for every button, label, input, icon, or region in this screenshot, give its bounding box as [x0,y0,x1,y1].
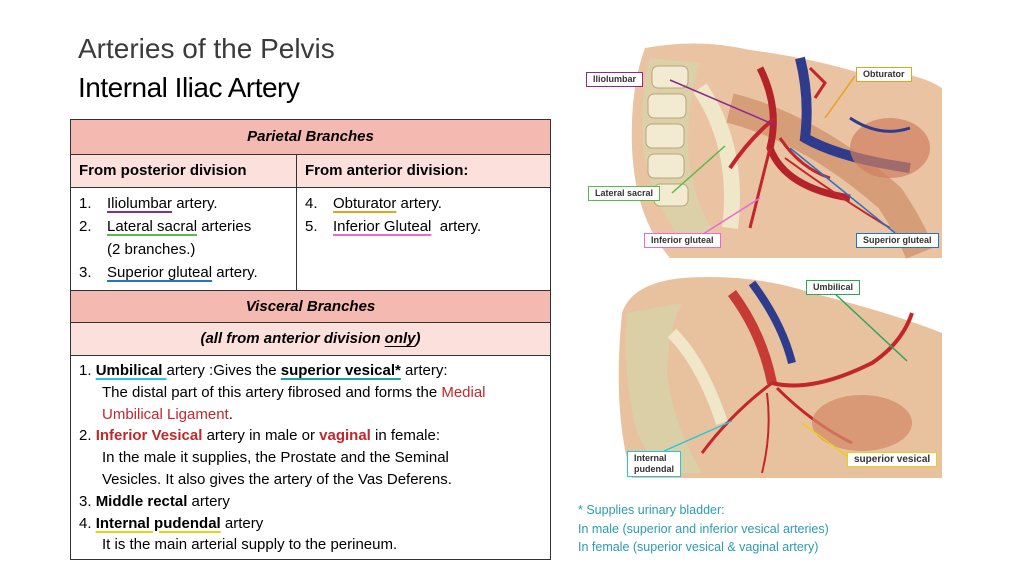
line-number: 2. [79,427,96,445]
posterior-list [71,188,297,290]
internal-pudendal-term: Internal pudendal [95,514,221,532]
anterior-division-header: From anterior division: [305,162,469,179]
label-umbilical: Umbilical [806,280,860,295]
inferior-vesical-term: Inferior Vesical [95,427,203,445]
label-inferior-gluteal: Inferior gluteal [644,233,721,248]
superior-gluteal-term: Superior gluteal [107,264,213,281]
middle-rectal-term: Middle rectal [95,492,188,510]
visceral-desc-4: It is the main arterial supply to the perineum. [102,536,398,554]
item-extra: (2 branches.) [107,241,196,258]
label-obturator: Obturator [856,67,912,82]
item-rest: artery. [172,195,218,212]
visceral-line-2 [79,425,550,447]
label-internal-pudendal [627,451,681,477]
pelvis-arteries-illustration-bottom [612,273,942,478]
line-text: artery [220,514,264,532]
line-text: The distal part of this artery fibrosed and forms the [102,383,442,401]
branches-table [70,119,551,560]
item-rest: artery. [431,218,482,235]
visceral-header: Visceral Branches [71,291,550,323]
item-rest: arteries [197,218,252,235]
visceral-sub-prefix: (all from anterior division [200,330,385,347]
item-number: 1. [79,195,92,212]
superior-vesical-term: superior vesical* [280,362,401,379]
ligament-text: Umbilical Ligament [102,405,229,423]
line-number: 1. [79,362,96,379]
visceral-desc-2b: Vesicles. It also gives the artery of the Vas Deferens. [102,470,452,488]
item-number: 5. [305,218,318,235]
footnote-line: * Supplies urinary bladder: [578,503,725,517]
label-line: Internal [634,453,667,463]
visceral-desc-2a: In the male it supplies, the Prostate and the Seminal [102,449,449,467]
item-rest: artery. [212,264,258,281]
item-number: 2. [79,218,92,235]
list-item [305,215,550,238]
page-subtitle: Internal Iliac Artery [78,72,300,103]
label-superior-gluteal: Superior gluteal [856,233,939,248]
division-header-row [71,155,550,188]
visceral-desc-1b [79,404,550,426]
label-superior-vesical: superior vesical [847,452,937,467]
list-item [79,261,296,284]
visceral-line-4 [79,513,550,535]
parietal-header: Parietal Branches [71,120,550,155]
visceral-sub-suffix: ) [415,330,421,347]
line-number: 4. [79,514,96,532]
inferior-gluteal-term: Inferior Gluteal [333,218,432,235]
umbilical-term: Umbilical [95,362,167,379]
visceral-content [71,356,550,559]
item-number: 3. [79,264,92,281]
item-number: 4. [305,195,318,212]
line-text: in female: [370,427,441,445]
vaginal-term: vaginal [319,427,371,445]
list-item [79,215,296,238]
list-item-continuation [79,238,296,261]
visceral-subheader [71,323,550,356]
line-text: . [228,405,233,423]
visceral-sub-only: only [384,330,416,347]
label-line: pudendal [634,464,674,474]
footnote [578,501,829,557]
line-number: 3. [79,492,96,510]
list-item [79,192,296,215]
line-text: artery: [400,362,448,379]
label-lateral-sacral: Lateral sacral [588,186,660,201]
iliolumbar-term: Iliolumbar [107,195,173,212]
item-rest: artery. [396,195,442,212]
visceral-line-1 [79,360,550,382]
parietal-lists-row [71,188,550,291]
anterior-list [297,188,550,290]
pelvis-arteries-illustration-top [610,28,942,261]
visceral-line-3 [79,491,550,513]
line-text: artery :Gives the [166,362,281,379]
line-text: artery [187,492,230,510]
page-title: Arteries of the Pelvis [78,33,335,64]
line-text: artery in male or [202,427,320,445]
lateral-sacral-term: Lateral sacral [107,218,198,235]
medial-text: Medial [441,383,486,401]
footnote-line: In male (superior and inferior vesical arteries) [578,521,829,536]
obturator-term: Obturator [333,195,397,212]
visceral-desc-1 [79,382,550,404]
label-iliolumbar: Iliolumbar [586,72,643,87]
list-item [305,192,550,215]
posterior-division-header: From posterior division [71,155,297,187]
footnote-line: In female (superior vesical & vaginal artery) [578,540,819,554]
